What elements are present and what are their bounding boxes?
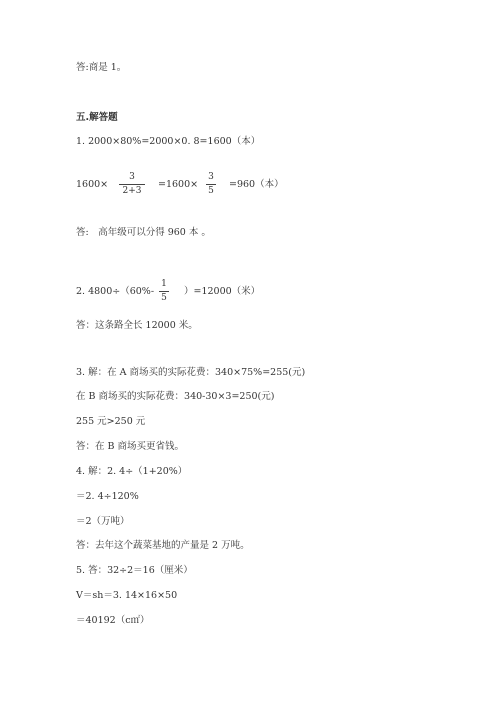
q2-line1 [0, 278, 500, 308]
q1-line2-part-b: =1600× [158, 179, 199, 190]
q5-line3: ＝40192（c㎡） [76, 615, 150, 626]
fraction-numerator: 3 [129, 172, 135, 182]
fraction-3-over-2plus3 [119, 172, 145, 197]
fraction-denominator: 5 [208, 186, 214, 196]
q1-answer: 答: 高年级可以分得 960 本 。 [76, 227, 211, 238]
fraction-1-over-5 [159, 279, 169, 304]
q3-line2: 在 B 商场买的实际花费：340-30×3=250(元) [76, 391, 275, 402]
q4-line2: ＝2. 4÷120% [76, 491, 139, 502]
q1-line2-part-a: 1600× [76, 179, 109, 190]
fraction-3-over-5 [206, 172, 216, 197]
q2-line1-part-a: 2. 4800÷（60%- [76, 286, 155, 297]
q3-line3: 255 元>250 元 [76, 416, 146, 427]
q4-answer: 答：去年这个蔬菜基地的产量是 2 万吨。 [76, 540, 250, 551]
fraction-numerator: 3 [208, 172, 214, 182]
fraction-numerator: 1 [161, 279, 167, 289]
fraction-bar [159, 291, 169, 292]
fraction-denominator: 2+3 [122, 186, 142, 196]
q3-answer: 答：在 B 商场买更省钱。 [76, 441, 185, 452]
q2-answer: 答：这条路全长 12000 米。 [76, 320, 198, 331]
fraction-bar [119, 184, 145, 185]
q4-line1: 4. 解：2. 4÷（1+20%） [76, 466, 188, 477]
q1-line2 [0, 170, 500, 200]
q2-line1-part-b: ）=12000（米） [184, 286, 261, 297]
fraction-bar [206, 184, 216, 185]
q1-line2-part-c: =960（本） [229, 179, 284, 190]
section-title: 五.解答题 [76, 112, 118, 123]
q5-line1: 5. 答：32÷2＝16（厘米） [76, 565, 193, 576]
q4-line3: ＝2（万吨） [76, 516, 130, 527]
answer-previous: 答:商是 1。 [76, 62, 127, 73]
fraction-denominator: 5 [161, 293, 167, 303]
q1-line1: 1. 2000×80%=2000×0. 8=1600（本） [76, 136, 261, 147]
q3-line1: 3. 解：在 A 商场买的实际花费：340×75%=255(元) [76, 367, 306, 378]
q5-line2: V＝sh＝3. 14×16×50 [76, 590, 178, 601]
